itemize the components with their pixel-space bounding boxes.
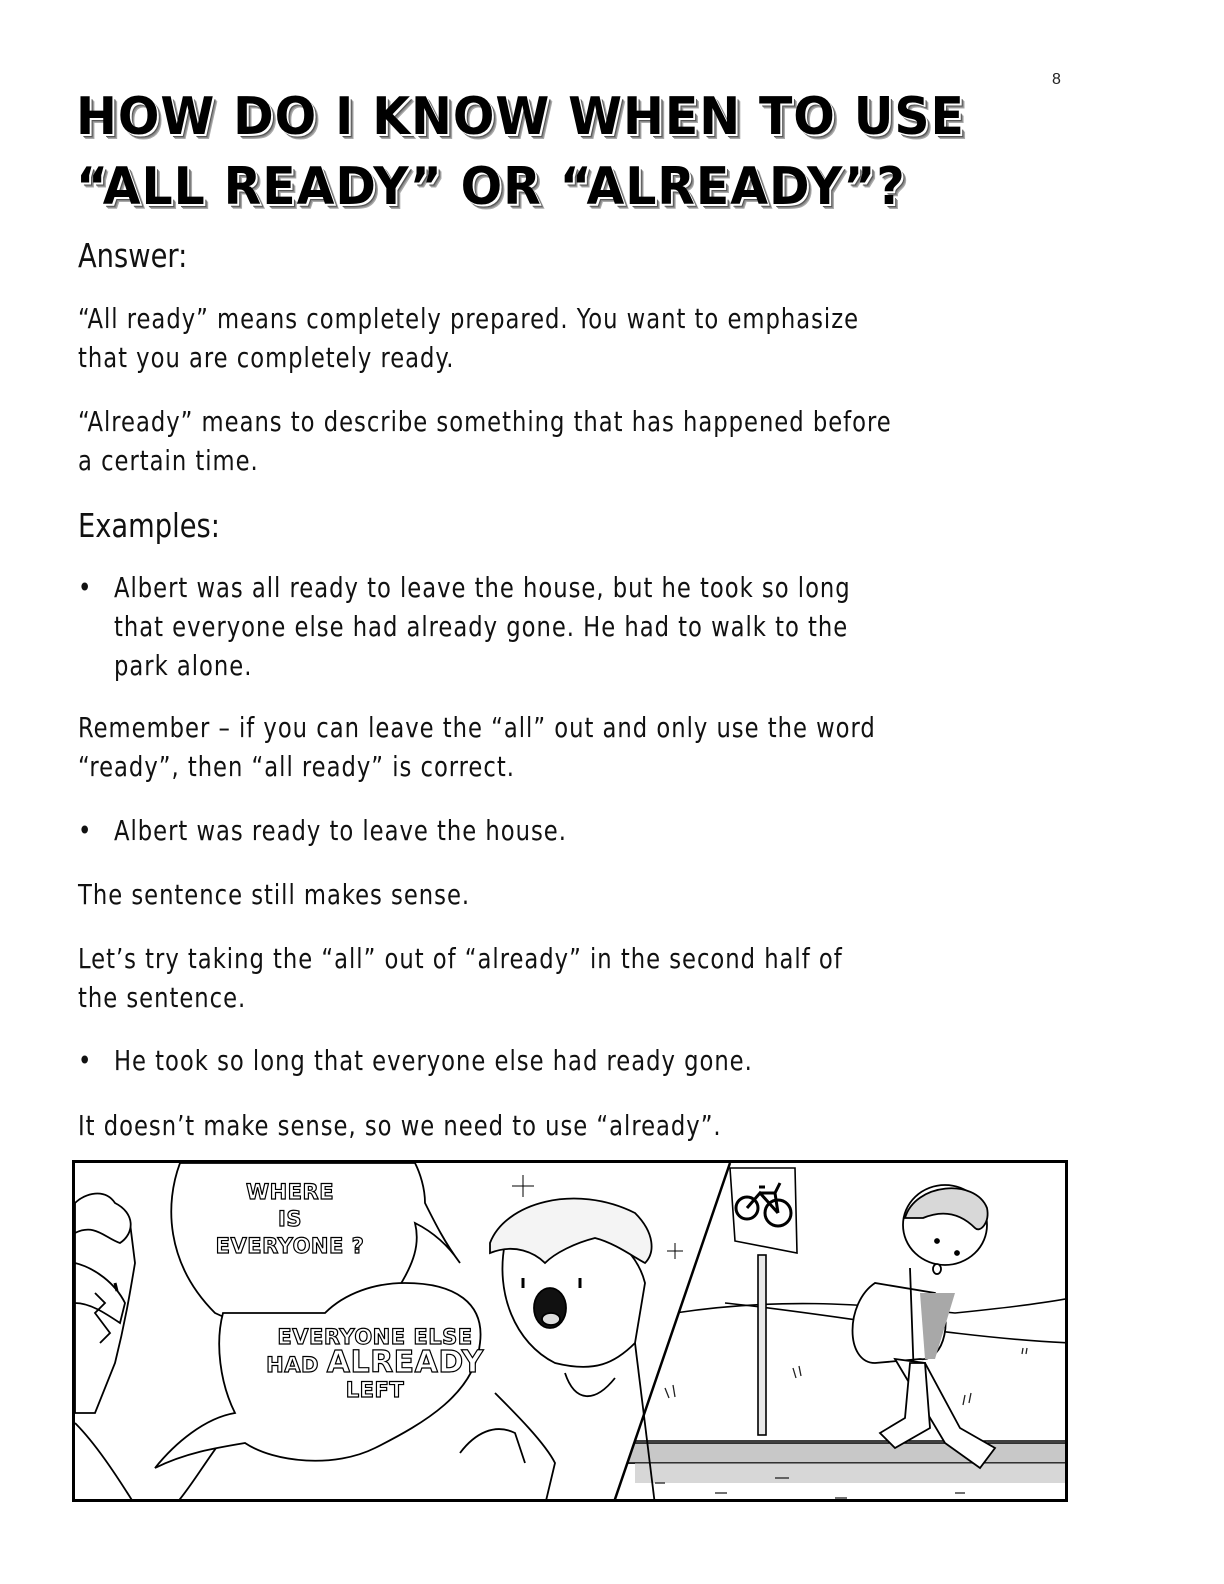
- bullet-icon: •: [78, 1044, 93, 1077]
- still-makes-sense: The sentence still makes sense.: [78, 878, 471, 911]
- example-bullet-2: [78, 811, 1068, 850]
- example-bullet-3: [78, 1041, 1068, 1080]
- already-definition: [78, 402, 1068, 480]
- lets-try-line-1: Let’s try taking the “all” out of “already” in the second half of: [78, 942, 843, 975]
- example-1-line-2: that everyone else had already gone. He had to walk to the: [114, 610, 849, 643]
- all-ready-definition-line-1: “All ready” means completely prepared. You want to emphasize: [78, 302, 860, 335]
- bubble1-line3: EVERYONE ?: [215, 1234, 365, 1258]
- walking-boy: [853, 1185, 996, 1468]
- all-ready-definition-line-2: that you are completely ready.: [78, 341, 455, 374]
- title-line-2: “ALL READY” OR “ALREADY”?: [76, 157, 906, 217]
- already-definition-line-2: a certain time.: [78, 444, 259, 477]
- bubble1-line1: WHERE: [245, 1180, 335, 1204]
- example-2-text: Albert was ready to leave the house.: [114, 814, 567, 847]
- conclusion: It doesn’t make sense, so we need to use “already”.: [78, 1109, 722, 1142]
- answer-heading: Answer:: [78, 236, 188, 275]
- example-1-line-3: park alone.: [114, 649, 253, 682]
- bullet-icon: •: [78, 571, 93, 604]
- street-scene: [615, 1298, 1068, 1502]
- lets-try-line-2: the sentence.: [78, 981, 247, 1014]
- bubble2-line2-had: HAD: [266, 1353, 319, 1377]
- remember-note: [78, 708, 1068, 786]
- bubble2-line2-already: ALREADY: [326, 1345, 484, 1380]
- example-3-text: He took so long that everyone else had ready gone.: [114, 1044, 753, 1077]
- page-title: [76, 82, 965, 222]
- lets-try-note: [78, 939, 1068, 1017]
- speech-text-where-is-everyone: [205, 1179, 375, 1260]
- all-ready-definition: [78, 299, 1068, 377]
- bubble2-line3: LEFT: [345, 1378, 405, 1402]
- bubble1-line2: IS: [278, 1207, 302, 1231]
- title-line-1: HOW DO I KNOW WHEN TO USE: [76, 87, 965, 147]
- page-number: 8: [1052, 71, 1061, 88]
- remember-line-2: “ready”, then “all ready” is correct.: [78, 750, 515, 783]
- examples-heading: Examples:: [78, 506, 220, 545]
- example-1-line-1: Albert was all ready to leave the house, but he took so long: [114, 571, 851, 604]
- already-definition-line-1: “Already” means to describe something that has happened before: [78, 405, 892, 438]
- bullet-icon: •: [78, 814, 93, 847]
- example-bullet-1: [78, 568, 1068, 685]
- bubble2-line1: EVERYONE ELSE: [277, 1325, 473, 1349]
- bike-sign: [730, 1168, 797, 1435]
- remember-line-1: Remember – if you can leave the “all” out and only use the word: [78, 711, 876, 744]
- speech-text-already-left: [250, 1325, 500, 1403]
- comic-panel: [72, 1160, 1068, 1502]
